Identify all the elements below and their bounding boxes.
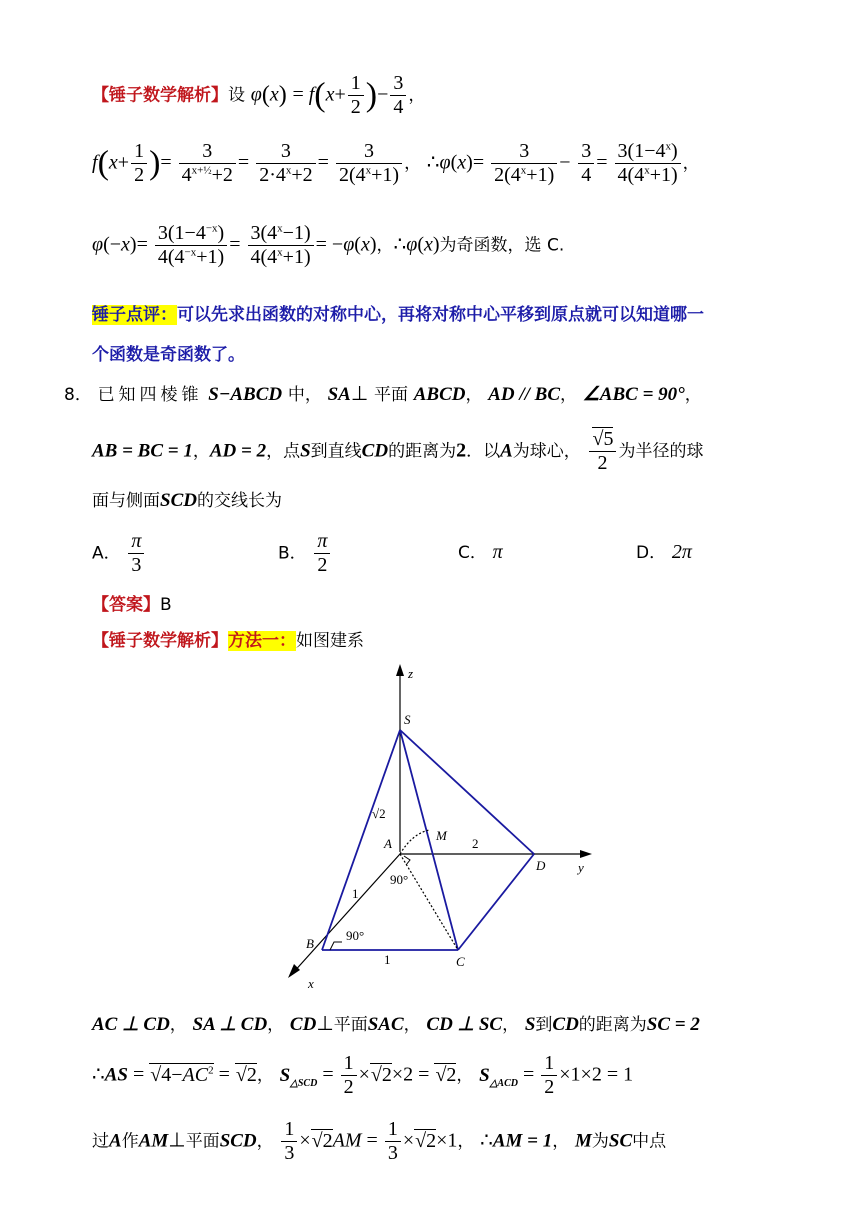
right-angle-a	[404, 856, 410, 865]
fraction: $\frac{3(4^x-1)}{4(4^x+1)}$	[248, 222, 314, 269]
edge-ac	[400, 854, 458, 950]
option-a: A． $\frac{\pi}{3}$	[92, 530, 146, 577]
fraction: $\frac{√5}{2}$	[589, 428, 617, 475]
comment-text-2: 个函数是奇函数了。	[92, 345, 245, 365]
label-s: S	[404, 712, 411, 727]
method-tag: 方法一：	[228, 631, 296, 651]
fraction: $\frac{3}{4}$	[390, 72, 406, 119]
label-a: A	[384, 836, 392, 851]
right-angle-b	[330, 942, 342, 950]
edge-sc	[400, 730, 458, 950]
z-arrow	[396, 664, 404, 676]
analysis-line-1: 【锤子数学解析】设 φ(x) = f(x+ $\frac{1}{2}$ )− $\frac{3}{4}$ ，	[92, 72, 426, 118]
fraction: $\frac{3}{2\cdot 4^x+2}$	[256, 140, 315, 187]
y-arrow	[580, 850, 592, 858]
comment-line-1	[92, 300, 838, 325]
question-number: 8．	[64, 385, 92, 405]
fraction: $\frac{3(1-4^{-x})}{4(4^{-x}+1)}$	[155, 222, 227, 269]
label-d: D	[536, 858, 546, 873]
bottom-line-2: ∴AS = $√4-AC^2 = √2$， $S_{\triangle SCD}$ = $\frac{1}{2}$ ×√2×2 = √2， $S_{\triangle ACD}$ = $\frac{1}{2}$ ×1×2 = 1	[92, 1052, 634, 1098]
label-m: M	[436, 828, 447, 843]
answer-value: B	[160, 595, 172, 615]
fraction: $\frac{3(1-4^x)}{4(4^x+1)}$	[615, 140, 681, 187]
option-d: D． 2π	[636, 541, 692, 563]
method-line	[92, 626, 838, 651]
edge-sd	[400, 730, 534, 854]
fraction: $\frac{3}{4}$	[578, 140, 594, 187]
arc-am	[400, 830, 429, 854]
label-y: y	[578, 860, 584, 875]
comment-text: 可以先求出函数的对称中心，再将对称中心平移到原点就可以知道哪一	[177, 305, 704, 325]
label-angle-b: 90°	[346, 928, 365, 943]
label-bc-length: 1	[384, 952, 391, 967]
answer-line	[92, 590, 838, 615]
label-b: B	[306, 936, 314, 951]
x-arrow	[288, 964, 300, 978]
pyramid-diagram	[280, 662, 610, 992]
fraction: $\frac{3}{2(4^x+1)}$	[491, 140, 557, 187]
label-ad-length: 2	[472, 836, 479, 851]
comment-line-2	[92, 340, 838, 365]
answer-tag: 【答案】	[92, 595, 160, 615]
bottom-line-3: 过A作AM⊥平面SCD， $\frac{1}{3}$ ×√2AM = $\frac{1}{3}$ ×√2×1， ∴AM = 1， M为SC中点	[92, 1118, 667, 1164]
edge-cd	[458, 854, 534, 950]
fraction: $\frac{3}{4^{x+\frac{1}{2}}+2}$	[179, 140, 236, 187]
label-x: x	[308, 976, 314, 991]
option-c: C． π	[458, 541, 503, 563]
fraction: $\frac{1}{2}$	[348, 72, 364, 119]
fraction: $\frac{1}{2}$	[131, 140, 147, 187]
label-angle-a: 90°	[390, 872, 409, 887]
label-ab-length: 1	[352, 886, 359, 901]
analysis-tag: 【锤子数学解析】	[92, 85, 228, 106]
analysis-line-2: f(x+ $\frac{1}{2}$ )= $\frac{3}{4^{x+\frac{1}{2}}+2}$ = $\frac{3}{2\cdot 4^x+2}$ = $\frac{3}{2(4^x+1)}$ ， ∴φ(x)= $\frac{3}{2(4^x+1)}$ − $\frac{3}{4}$ = $\frac{3(1-4^x)}{4(4^x+1)}$ ，	[92, 140, 700, 186]
analysis-line-3: φ(−x)= $\frac{3(1-4^{-x})}{4(4^{-x}+1)}$ = $\frac{3(4^x-1)}{4(4^x+1)}$ = −φ(x)，∴φ(x)为奇函数，选 C.	[92, 222, 565, 268]
option-b: B． $\frac{\pi}{2}$	[278, 530, 332, 577]
fraction: $\frac{3}{2(4^x+1)}$	[336, 140, 402, 187]
text-set: 设	[228, 85, 245, 106]
question-line-1: 8． 已知四棱锥 S−ABCD 中， SA⊥ 平面 ABCD， AD // BC， ∠ABC = 90°，	[64, 383, 702, 405]
method-text: 如图建系	[296, 631, 364, 651]
comment-tag: 锤子点评：	[92, 305, 177, 325]
bottom-line-1: AC ⊥ CD， SA ⊥ CD， CD⊥平面SAC， CD ⊥ SC， S到CD的距离为SC = 2	[92, 1013, 700, 1035]
label-c: C	[456, 954, 465, 969]
analysis-tag-2: 【锤子数学解析】	[92, 631, 228, 651]
label-sa-length: √2	[372, 806, 386, 821]
question-line-3: 面与侧面SCD的交线长为	[92, 490, 282, 511]
question-line-2: AB = BC = 1，AD = 2，点S到直线CD的距离为2．以A为球心， $\frac{√5}{2}$ 为半径的球	[92, 428, 704, 474]
label-z: z	[408, 666, 414, 681]
